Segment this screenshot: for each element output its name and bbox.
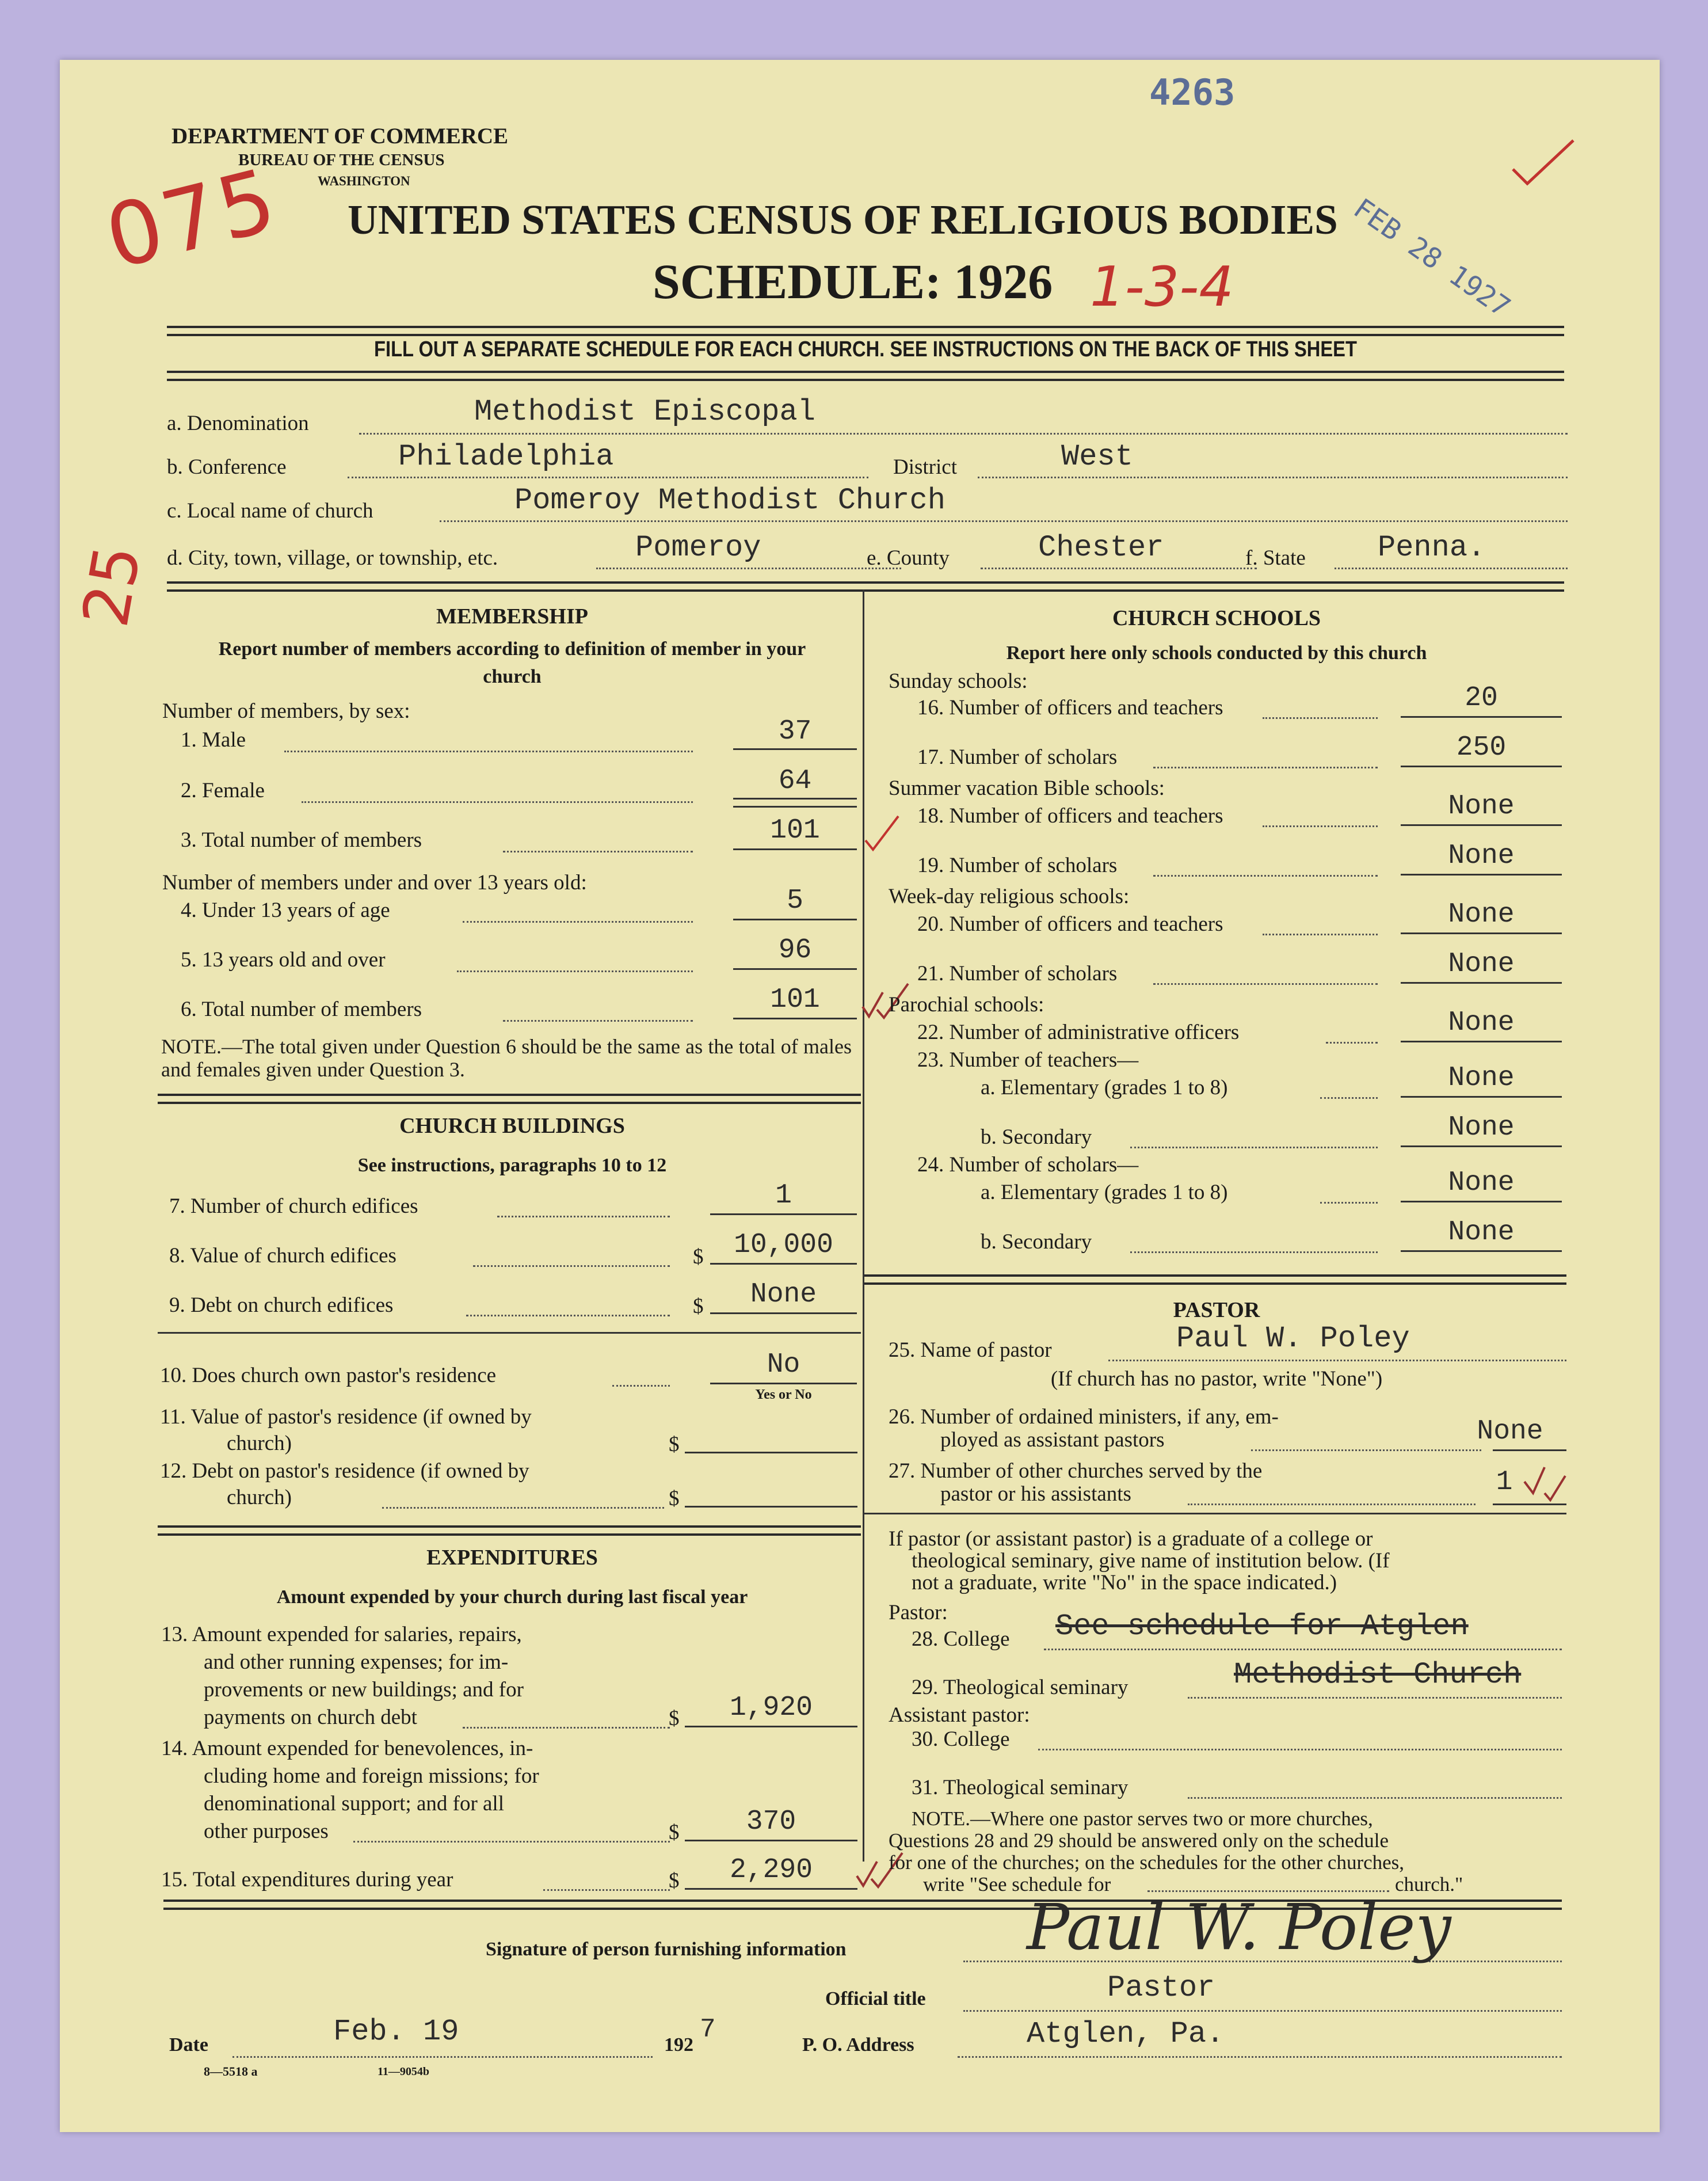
q2-female-field[interactable]: 64 — [778, 766, 812, 797]
official-title-label: Official title — [825, 1988, 926, 2009]
q12-residence-debt-field[interactable] — [685, 1478, 857, 1506]
official-title-field[interactable]: Pastor — [1107, 1971, 1215, 2005]
q24a-elementary-scholars-field[interactable]: None — [1448, 1167, 1515, 1198]
q19-label: 19. Number of scholars — [917, 854, 1118, 877]
membership-intro: Report number of members according to definition of member in your church — [218, 638, 806, 687]
q16-sunday-teachers-field[interactable]: 20 — [1465, 683, 1498, 714]
q30-assistant-college-field[interactable] — [1038, 1721, 1562, 1749]
buildings-heading: CHURCH BUILDINGS — [399, 1114, 625, 1138]
denomination-field[interactable]: Methodist Episcopal — [474, 395, 815, 429]
serial-number-stamp: 4263 — [1149, 71, 1236, 113]
q8-label: 8. Value of church edifices — [169, 1244, 396, 1268]
q3-label: 3. Total number of members — [181, 828, 422, 852]
q11-residence-value-field[interactable] — [685, 1424, 857, 1452]
graduate-instruction: If pastor (or assistant pastor) is a graduate of a college or — [889, 1527, 1373, 1551]
pastor-note-cont: church." — [1395, 1873, 1463, 1895]
q26-label-cont: ployed as assistant pastors — [940, 1428, 1165, 1452]
q23a-label: a. Elementary (grades 1 to 8) — [981, 1076, 1228, 1099]
q16-label: 16. Number of officers and teachers — [917, 696, 1223, 720]
q18-summer-teachers-field[interactable]: None — [1448, 791, 1515, 822]
pastor-heading: PASTOR — [1173, 1298, 1260, 1322]
q5-label: 5. 13 years old and over — [181, 948, 386, 972]
q10-owns-residence-field[interactable]: No — [767, 1349, 800, 1380]
q14-label: 14. Amount expended for benevolences, in- — [161, 1737, 533, 1760]
q26-label: 26. Number of ordained ministers, if any, em- — [889, 1405, 1279, 1429]
denomination-label: a. Denomination — [167, 412, 309, 435]
dollar-sign: $ — [669, 1869, 680, 1893]
q2-label: 2. Female — [181, 779, 265, 802]
members-by-age-label: Number of members under and over 13 years old: — [162, 871, 587, 895]
red-handwritten-number: 075 — [96, 150, 287, 289]
q4-label: 4. Under 13 years of age — [181, 899, 390, 922]
q26-assistant-pastors-field[interactable]: None — [1477, 1416, 1543, 1447]
schedule-year-title: SCHEDULE: 1926 — [653, 254, 1053, 309]
date-field[interactable]: Feb. 19 — [333, 2015, 459, 2049]
q11-label-cont: church) — [227, 1432, 292, 1455]
bureau-name: BUREAU OF THE CENSUS — [238, 151, 445, 169]
q12-label: 12. Debt on pastor's residence (if owned by — [160, 1459, 529, 1483]
members-by-sex-label: Number of members, by sex: — [162, 699, 410, 723]
q30-label: 30. College — [912, 1727, 1010, 1751]
form-instruction-banner: FILL OUT A SEPARATE SCHEDULE FOR EACH CHURCH. SEE INSTRUCTIONS ON THE BACK OF THIS SHEET — [374, 337, 1357, 361]
dollar-sign: $ — [669, 1821, 680, 1844]
q13-label-cont: payments on church debt — [204, 1706, 417, 1729]
q14-label-cont: other purposes — [204, 1820, 329, 1843]
pastor-note-cont: write "See schedule for — [923, 1873, 1111, 1895]
po-address-label: P. O. Address — [802, 2034, 914, 2056]
q7-label: 7. Number of church edifices — [169, 1194, 418, 1218]
red-handwritten-code: 1-3-4 — [1090, 256, 1234, 319]
q9-debt-field[interactable]: None — [750, 1279, 817, 1310]
department-name: DEPARTMENT OF COMMERCE — [171, 124, 509, 149]
q10-label: 10. Does church own pastor's residence — [160, 1364, 497, 1387]
year-prefix: 192 — [664, 2034, 693, 2056]
q17-sunday-scholars-field[interactable]: 250 — [1456, 732, 1507, 763]
q3-total-members-field[interactable]: 101 — [770, 815, 820, 846]
q25-note: (If church has no pastor, write "None") — [1050, 1367, 1383, 1391]
q15-label: 15. Total expenditures during year — [161, 1868, 453, 1891]
q17-label: 17. Number of scholars — [917, 745, 1118, 769]
weekday-schools-label: Week-day religious schools: — [889, 885, 1130, 908]
state-field[interactable]: Penna. — [1378, 531, 1486, 565]
q1-label: 1. Male — [181, 728, 246, 752]
q23a-elementary-teachers-field[interactable]: None — [1448, 1063, 1515, 1094]
buildings-intro: See instructions, paragraphs 10 to 12 — [357, 1155, 667, 1176]
q13-label: 13. Amount expended for salaries, repairs, — [161, 1623, 522, 1646]
q21-weekday-scholars-field[interactable]: None — [1448, 949, 1515, 980]
q25-label: 25. Name of pastor — [889, 1338, 1052, 1362]
q18-label: 18. Number of officers and teachers — [917, 804, 1223, 828]
conference-label: b. Conference — [167, 455, 287, 479]
conference-field[interactable]: Philadelphia — [398, 440, 614, 474]
print-code: 11—9054b — [378, 2065, 430, 2078]
graduate-instruction-cont: not a graduate, write "No" in the space indicated.) — [912, 1571, 1337, 1594]
q29-seminary-field[interactable]: Methodist Church — [1234, 1658, 1522, 1692]
q23b-secondary-teachers-field[interactable]: None — [1448, 1112, 1515, 1143]
q15-total-expenditures-field[interactable]: 2,290 — [729, 1855, 813, 1886]
q7-edifices-field[interactable]: 1 — [775, 1180, 792, 1211]
q14-label-cont: denominational support; and for all — [204, 1792, 504, 1815]
q1-male-field[interactable]: 37 — [778, 716, 812, 747]
q4-under-13-field[interactable]: 5 — [787, 885, 803, 916]
q19-summer-scholars-field[interactable]: None — [1448, 840, 1515, 871]
parochial-schools-label: Parochial schools: — [889, 993, 1044, 1017]
q5-13-and-over-field[interactable]: 96 — [778, 935, 812, 966]
assistant-pastor-subheading: Assistant pastor: — [889, 1703, 1030, 1727]
q28-college-field[interactable]: See schedule for Atglen — [1055, 1609, 1469, 1643]
q22-label: 22. Number of administrative officers — [917, 1021, 1240, 1044]
q29-label: 29. Theological seminary — [912, 1676, 1128, 1699]
expenditures-heading: EXPENDITURES — [426, 1546, 598, 1570]
bureau-city: WASHINGTON — [318, 174, 410, 188]
po-address-field[interactable]: Atglen, Pa. — [1027, 2017, 1225, 2051]
dollar-sign: $ — [669, 1433, 680, 1456]
year-digit-field[interactable]: 7 — [700, 2015, 716, 2045]
q13-label-cont: and other running expenses; for im- — [204, 1650, 509, 1674]
q13-label-cont: provements or new buildings; and for — [204, 1678, 524, 1702]
graduate-instruction-cont: theological seminary, give name of institution below. (If — [912, 1549, 1390, 1573]
q23b-label: b. Secondary — [981, 1125, 1092, 1149]
signature-label: Signature of person furnishing information — [486, 1939, 847, 1960]
q31-assistant-seminary-field[interactable] — [1188, 1769, 1562, 1797]
pastor-subheading: Pastor: — [889, 1601, 948, 1624]
local-name-label: c. Local name of church — [167, 499, 373, 523]
received-date-stamp: FEB 28 1927 — [1347, 192, 1516, 324]
q13-running-expenses-field[interactable]: 1,920 — [729, 1692, 813, 1723]
q14-label-cont: cluding home and foreign missions; for — [204, 1764, 539, 1788]
schools-heading: CHURCH SCHOOLS — [1112, 606, 1321, 630]
district-label: District — [893, 455, 957, 479]
q31-label: 31. Theological seminary — [912, 1776, 1128, 1799]
q9-label: 9. Debt on church edifices — [169, 1293, 394, 1317]
q24-label: 24. Number of scholars— — [917, 1153, 1139, 1177]
district-field[interactable]: West — [1061, 440, 1133, 474]
check-mark-icon — [1522, 1459, 1568, 1505]
dollar-sign: $ — [669, 1707, 680, 1730]
form-code: 8—5518 a — [204, 2064, 258, 2079]
q24a-label: a. Elementary (grades 1 to 8) — [981, 1181, 1228, 1204]
pastor-note: NOTE.—Where one pastor serves two or more churches, — [912, 1807, 1373, 1830]
q20-label: 20. Number of officers and teachers — [917, 912, 1223, 936]
dollar-sign: $ — [669, 1487, 680, 1510]
q27-label: 27. Number of other churches served by the — [889, 1459, 1263, 1483]
signature-field[interactable]: Paul W. Poley — [1027, 1890, 1451, 1964]
census-schedule-sheet — [60, 60, 1660, 2132]
dollar-sign: $ — [693, 1245, 704, 1269]
q6-total-members-field[interactable]: 101 — [770, 984, 820, 1015]
local-name-field[interactable]: Pomeroy Methodist Church — [514, 484, 946, 517]
q24b-secondary-scholars-field[interactable]: None — [1448, 1217, 1515, 1248]
city-field[interactable]: Pomeroy — [635, 531, 761, 565]
q21-label: 21. Number of scholars — [917, 962, 1118, 985]
q8-value-field[interactable]: 10,000 — [734, 1230, 833, 1261]
form-title: UNITED STATES CENSUS OF RELIGIOUS BODIES — [348, 196, 1338, 243]
sunday-schools-label: Sunday schools: — [889, 669, 1028, 693]
yes-or-no-caption: Yes or No — [755, 1387, 812, 1402]
pastor-note-cont: Questions 28 and 29 should be answered only on the schedule — [889, 1829, 1389, 1852]
membership-heading: MEMBERSHIP — [436, 604, 588, 629]
summer-schools-label: Summer vacation Bible schools: — [889, 777, 1165, 800]
q27-label-cont: pastor or his assistants — [940, 1482, 1131, 1506]
red-check-mark-icon — [863, 812, 903, 852]
state-label: f. State — [1245, 546, 1306, 570]
county-label: e. County — [867, 546, 950, 570]
expenditures-intro: Amount expended by your church during last fiscal year — [276, 1586, 748, 1608]
q24b-label: b. Secondary — [981, 1230, 1092, 1254]
q11-label: 11. Value of pastor's residence (if owned by — [160, 1405, 532, 1429]
pastor-note-cont: for one of the churches; on the schedules for the other churches, — [889, 1851, 1405, 1874]
city-label: d. City, town, village, or township, etc. — [167, 546, 498, 570]
schools-intro: Report here only schools conducted by this church — [1006, 642, 1427, 664]
membership-note: NOTE.—The total given under Question 6 should be the same as the total of males and females given under Question 3. — [161, 1035, 852, 1081]
q12-label-cont: church) — [227, 1486, 292, 1509]
q27-other-churches-field[interactable]: 1 — [1496, 1467, 1513, 1498]
red-side-mark: 25 — [68, 539, 155, 633]
county-field[interactable]: Chester — [1038, 531, 1164, 565]
dollar-sign: $ — [693, 1295, 704, 1318]
q20-weekday-teachers-field[interactable]: None — [1448, 899, 1515, 930]
q14-benevolences-field[interactable]: 370 — [746, 1806, 796, 1837]
q22-admin-officers-field[interactable]: None — [1448, 1007, 1515, 1038]
q25-pastor-name-field[interactable]: Paul W. Poley — [1176, 1322, 1410, 1356]
q6-label: 6. Total number of members — [181, 998, 422, 1021]
red-check-mark-icon — [1510, 135, 1579, 186]
q28-label: 28. College — [912, 1627, 1010, 1651]
q23-label: 23. Number of teachers— — [917, 1048, 1139, 1072]
date-label: Date — [169, 2034, 208, 2056]
